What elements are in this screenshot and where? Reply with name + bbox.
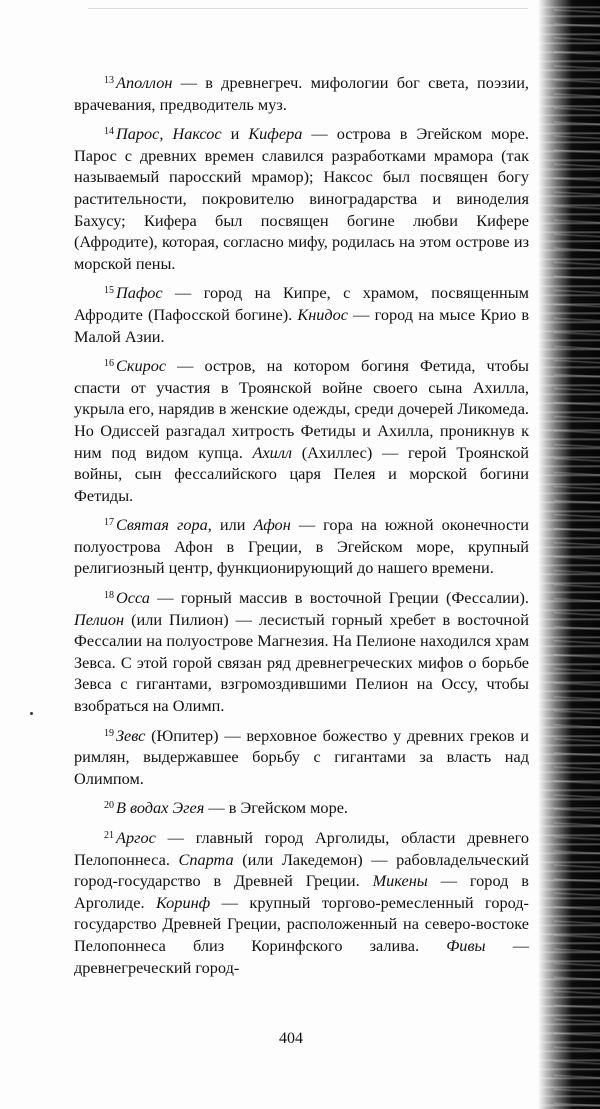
- footnote: [74, 512, 529, 579]
- footnote-number: 13: [104, 75, 114, 86]
- top-rule: [88, 8, 528, 9]
- footnote: [74, 280, 529, 347]
- footnote-text: — город на Кипре, с храмом, посвященным Афродите (Пафосской богине).: [74, 283, 529, 324]
- footnote-text: (Юпитер) — верховное божество у древних греков и римлян, выдержавшее борьбу с гигантами за власть над Олимпом.: [74, 725, 529, 788]
- footnote-term: Парос, Наксос: [116, 124, 222, 144]
- footnote-term: Коринф: [155, 892, 211, 912]
- footnote-text: — крупный торгово-ремесленный город-государство Древней Греции, расположенный на северо-востоке Пелопоннеса близ Коринфского залива.: [74, 892, 529, 955]
- footnote: [74, 70, 529, 115]
- footnote-number: 19: [104, 727, 114, 739]
- footnote-number: 21: [104, 830, 114, 841]
- footnote-text: — город в Арголиде.: [74, 871, 529, 912]
- footnote-term: В водах Эгея: [116, 798, 205, 818]
- scan-speck: [30, 712, 33, 715]
- footnote-number: 17: [104, 517, 114, 529]
- footnote-text: и: [221, 124, 249, 144]
- footnote-term: Пафос: [116, 283, 163, 303]
- footnote-term: Микены: [372, 871, 428, 891]
- footnote-number: 20: [104, 800, 114, 812]
- footnote-term: Кифера: [248, 124, 303, 144]
- scanned-page-edge-texture: [554, 0, 600, 1109]
- footnote-number: 16: [104, 358, 114, 370]
- footnote: [74, 723, 529, 790]
- footnote-term: Фивы: [446, 935, 486, 955]
- footnote: [74, 121, 529, 274]
- footnote-text: (Ахиллес) — герой Троянской войны, сын фессалийского царя Пелея и морской богини Фетиды.: [74, 442, 529, 505]
- page-number: 404: [279, 1030, 303, 1047]
- footnote-term: Скирос: [116, 356, 167, 376]
- footnote-text: (или Лакедемон) — рабовладельческий город-государство в Древней Греции.: [74, 849, 529, 891]
- footnote-term: Афон: [253, 515, 291, 535]
- footnote-number: 18: [104, 590, 114, 602]
- footnote-text: , или: [207, 515, 254, 535]
- footnote-text: — в древнегреч. мифологии бог света, поэзии, врачевания, предводитель муз.: [74, 73, 529, 114]
- footnote-term: Ахилл: [252, 442, 293, 462]
- footnote-term: Святая гора: [116, 515, 208, 535]
- footnotes-text: [74, 70, 529, 984]
- footnote-text: — древнегреческий город-: [74, 935, 529, 977]
- footnote-term: Зевс: [116, 725, 146, 745]
- footnote-text: — в Эгейском море.: [204, 798, 349, 818]
- footnote-text: — город на мысе Крио в Малой Азии.: [74, 304, 530, 346]
- footnote-term: Осса: [116, 588, 150, 608]
- footnote: [74, 825, 529, 978]
- footnote-term: Аполлон: [116, 73, 173, 92]
- footnote-term: Пелион: [74, 609, 125, 629]
- footnote-number: 15: [104, 285, 114, 297]
- footnote-text: — горный массив в восточной Греции (Фессалии).: [149, 588, 529, 608]
- footnote-text: — остров, на котором богиня Фетида, чтобы спасти от участия в Троянской войне своего сына Ахилла, укрыла его, нарядив в женские одежды, среди дочерей Ликомеда. Но Одиссей разгадал хитрость Фетиды и Ахилла, проникнув к ним под видом купца.: [74, 356, 529, 462]
- footnote-term: Спарта: [178, 849, 234, 869]
- footnote-term: Книдос: [297, 304, 349, 324]
- footnote-text: (или Пилион) — лесистый горный хребет в восточной Фессалии на полуострове Магнезия. На Пелионе находился храм Зевса. С этой горой связан ряд древнегреческих мифов о борьбе Зевса с гигантами, взгромоздившими Пелион на Оссу, чтобы взобраться на Олимп.: [74, 609, 529, 716]
- footnote-text: — гора на южной оконечности полуострова Афон в Греции, в Эгейском море, крупный религиозный центр, функционирующий до нашего времени.: [74, 515, 530, 578]
- footnote-number: 14: [104, 126, 114, 138]
- footnote-text: — острова в Эгейском море. Парос с древних времен славился разработками мрамора (так называемый паросский мрамор); Наксос был посвящен богу растительности, покровителю виноградарства и виноделия Бахусу; Кифера был посвящен богине любви Кифере (Афродите), которая, согласно мифу, родилась на этом острове из морской пены.: [74, 124, 529, 273]
- footnote: [74, 585, 529, 717]
- footnote: [74, 795, 529, 819]
- footnote-text: — главный город Арголиды, области древнего Пелопоннеса.: [74, 828, 529, 869]
- footnote: [74, 353, 529, 506]
- footnote-term: Аргос: [116, 828, 156, 847]
